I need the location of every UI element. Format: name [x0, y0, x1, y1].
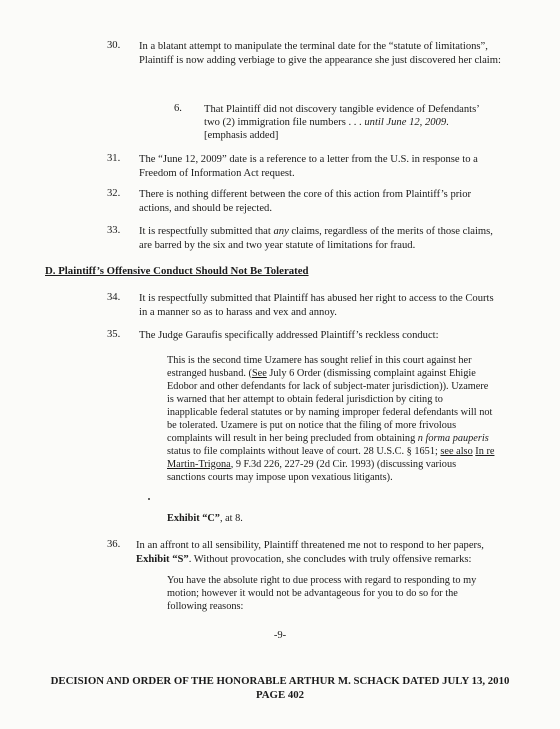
paragraph-32-text: There is nothing different between the core of this action from Plaintiff’s prior actions, and should be rejected.: [139, 189, 472, 214]
emphasis-note: [emphasis added]: [204, 130, 279, 141]
paragraph-32-number: 32.: [107, 188, 121, 199]
quoted-item-6-number: 6.: [174, 103, 182, 114]
paragraph-30-number: 30.: [107, 40, 121, 51]
section-heading: D. Plaintiff’s Offensive Conduct Should Not Be Tolerated: [45, 265, 309, 277]
paragraph-33-text: It is respectfully submitted that any claims, regardless of the merits of those claims, are barred by the six and two year statute of limitations for fraud.: [139, 226, 493, 251]
block-quote-court-order: This is the second time Uzamere has sought relief in this court against her estranged husband. (See July 6 Order (dismissing complaint against Ehigie Edobor and other defendants for lack of subject-mater jurisdiction)). Uzamere is warned that her attempt to obtain federal jurisdiction by citing to inapplicable federal statutes or by naming improper federal defendants will not be tolerated. Uzamere is put on notice that the filing of more frivolous complaints will result in her being precluded from obtaining n forma pauperis status to file complaints without leave of court. 28 U.S.C. § 1651; see also In re Martin-Trigona, 9 F.3d 226, 227-29 (2d Cir. 1993) (discussing various sanctions courts may impose upon vexatious litigants).: [167, 355, 495, 483]
footer-line-1: DECISION AND ORDER OF THE HONORABLE ARTHUR M. SCHACK DATED JULY 13, 2010: [50, 675, 510, 687]
exhibit-c-citation: Exhibit “C”, at 8.: [167, 513, 243, 524]
page-number: -9-: [273, 630, 287, 641]
paragraph-36-text: In an affront to all sensibility, Plaintiff threatened me not to respond to her papers, Exhibit “S”. Without provocation, she concludes with truly offensive remarks:: [136, 540, 484, 565]
paragraph-30-text: In a blatant attempt to manipulate the terminal date for the “statute of limitations”, Plaintiff is now adding verbiage to give the appearance she just discovered her claim:: [139, 41, 501, 66]
quoted-item-6-text: That Plaintiff did not discovery tangible evidence of Defendants’ two (2) immigration file numbers . . . until June 12, 2009. [emphasis added]: [204, 104, 479, 141]
stray-mark: [148, 498, 150, 500]
paragraph-36-number: 36.: [107, 539, 121, 550]
paragraph-31-number: 31.: [107, 153, 121, 164]
block-quote-plaintiff-remarks: You have the absolute right to due process with regard to responding to my motion; however it would not be advantageous for you to do so for the following reasons:: [167, 575, 477, 612]
footer-line-2: PAGE 402: [255, 689, 305, 701]
paragraph-33-number: 33.: [107, 225, 121, 236]
paragraph-34-text: It is respectfully submitted that Plaintiff has abused her right to access to the Courts in a manner so as to harass and vex and annoy.: [139, 293, 494, 318]
paragraph-35-text: The Judge Garaufis specifically addressed Plaintiff’s reckless conduct:: [139, 330, 439, 341]
paragraph-31-text: The “June 12, 2009” date is a reference to a letter from the U.S. in response to a Freedom of Information Act request.: [139, 154, 478, 179]
paragraph-35-number: 35.: [107, 329, 121, 340]
paragraph-34-number: 34.: [107, 292, 121, 303]
